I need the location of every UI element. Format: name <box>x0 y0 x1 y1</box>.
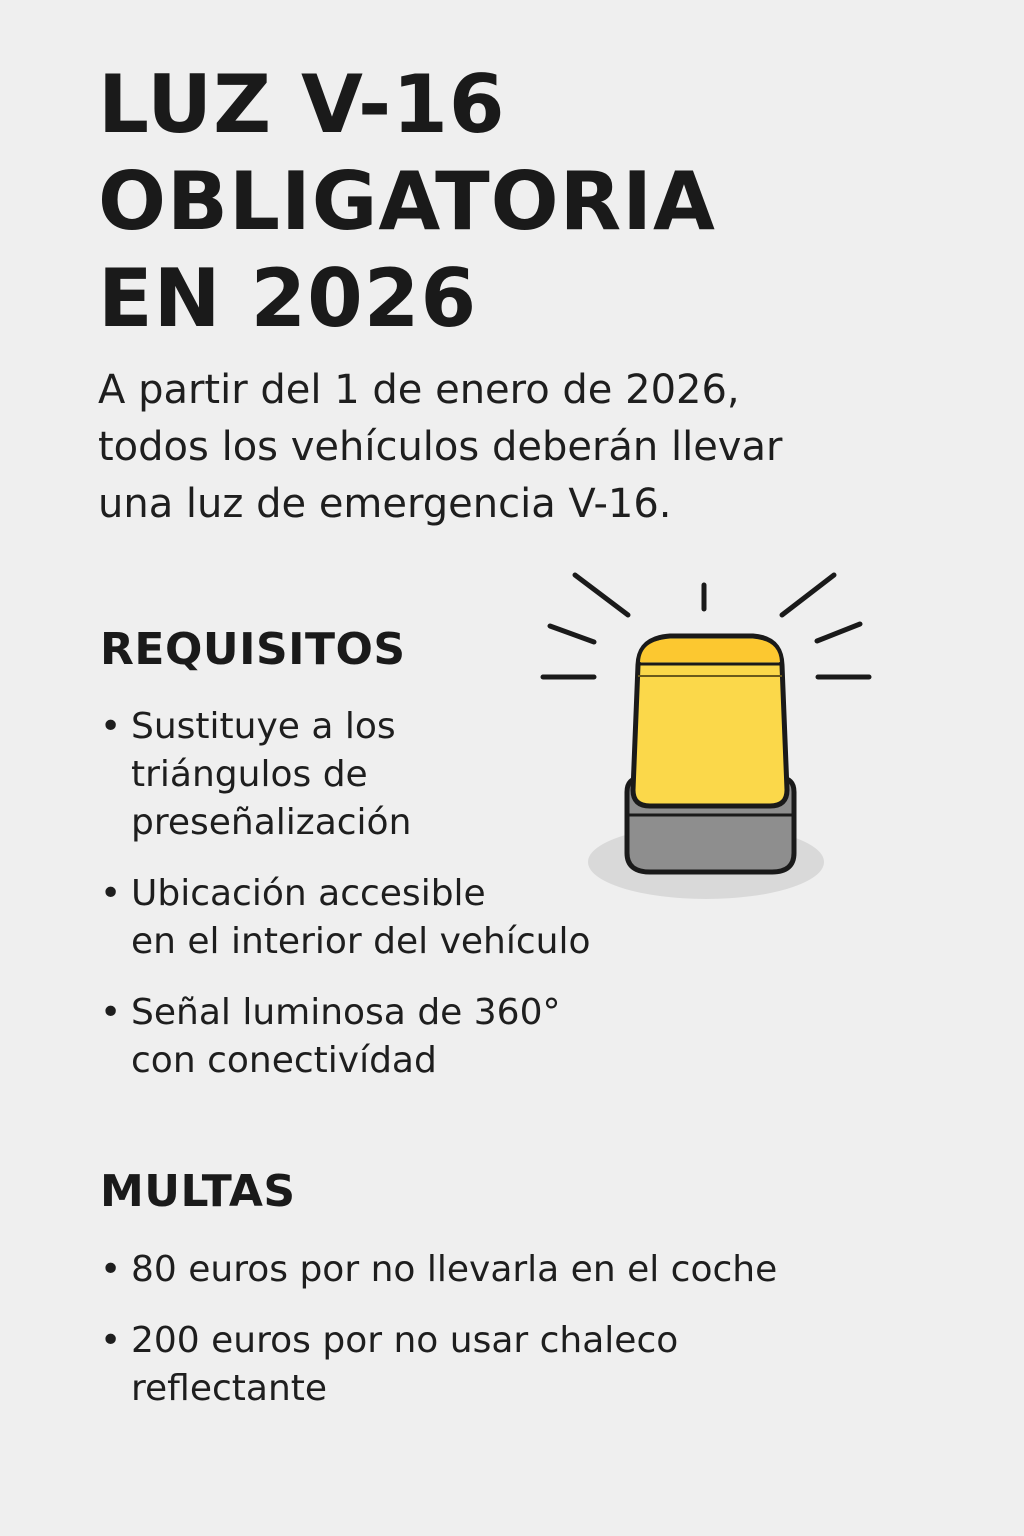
page-title <box>98 56 716 347</box>
intro-line-3: una luz de emergencia V-16. <box>98 481 672 527</box>
requisitos-heading: REQUISITOS <box>100 624 406 675</box>
multa-item-2 <box>100 1317 777 1413</box>
requisito-1-line-1: Sustituye a los <box>131 706 396 747</box>
ray-right-upper <box>782 575 834 615</box>
intro-paragraph <box>98 362 782 533</box>
requisito-3-line-2: con conectivídad <box>131 1040 437 1081</box>
multa-2-line-1: 200 euros por no usar chaleco <box>131 1320 679 1361</box>
ray-left-middle <box>550 626 594 642</box>
bullet-icon: • <box>100 1320 122 1361</box>
requisito-1-line-3: preseñalización <box>131 802 412 843</box>
bullet-icon: • <box>100 992 122 1033</box>
title-line-2: OBLIGATORIA <box>98 155 716 248</box>
intro-line-2: todos los vehículos deberán llevar <box>98 424 783 470</box>
multa-1-line-1: 80 euros por no llevarla en el coche <box>131 1249 778 1290</box>
intro-line-1: A partir del 1 de enero de 2026, <box>98 367 740 413</box>
requisito-item-1 <box>100 703 591 847</box>
multas-list <box>100 1246 777 1436</box>
ray-left-upper <box>575 575 628 615</box>
title-line-3: EN 2026 <box>98 252 478 345</box>
title-line-1: LUZ V-16 <box>98 58 506 151</box>
bullet-icon: • <box>100 1249 122 1290</box>
multa-2-line-2: reflectante <box>131 1368 328 1409</box>
requisito-item-2 <box>100 870 591 966</box>
multas-heading: MULTAS <box>100 1166 296 1217</box>
beacon-lens-cap <box>640 639 780 662</box>
requisito-3-line-1: Señal luminosa de 360° <box>131 992 561 1033</box>
bullet-icon: • <box>100 873 122 914</box>
requisito-2-line-1: Ubicación accesible <box>131 873 486 914</box>
emergency-beacon-light-icon <box>530 560 890 910</box>
requisito-2-line-2: en el interior del vehículo <box>131 921 591 962</box>
bullet-icon: • <box>100 706 122 747</box>
multa-item-1 <box>100 1246 777 1294</box>
ray-right-middle <box>817 624 860 641</box>
requisito-1-line-2: triángulos de <box>131 754 368 795</box>
requisitos-list <box>100 703 591 1108</box>
requisito-item-3 <box>100 989 591 1085</box>
